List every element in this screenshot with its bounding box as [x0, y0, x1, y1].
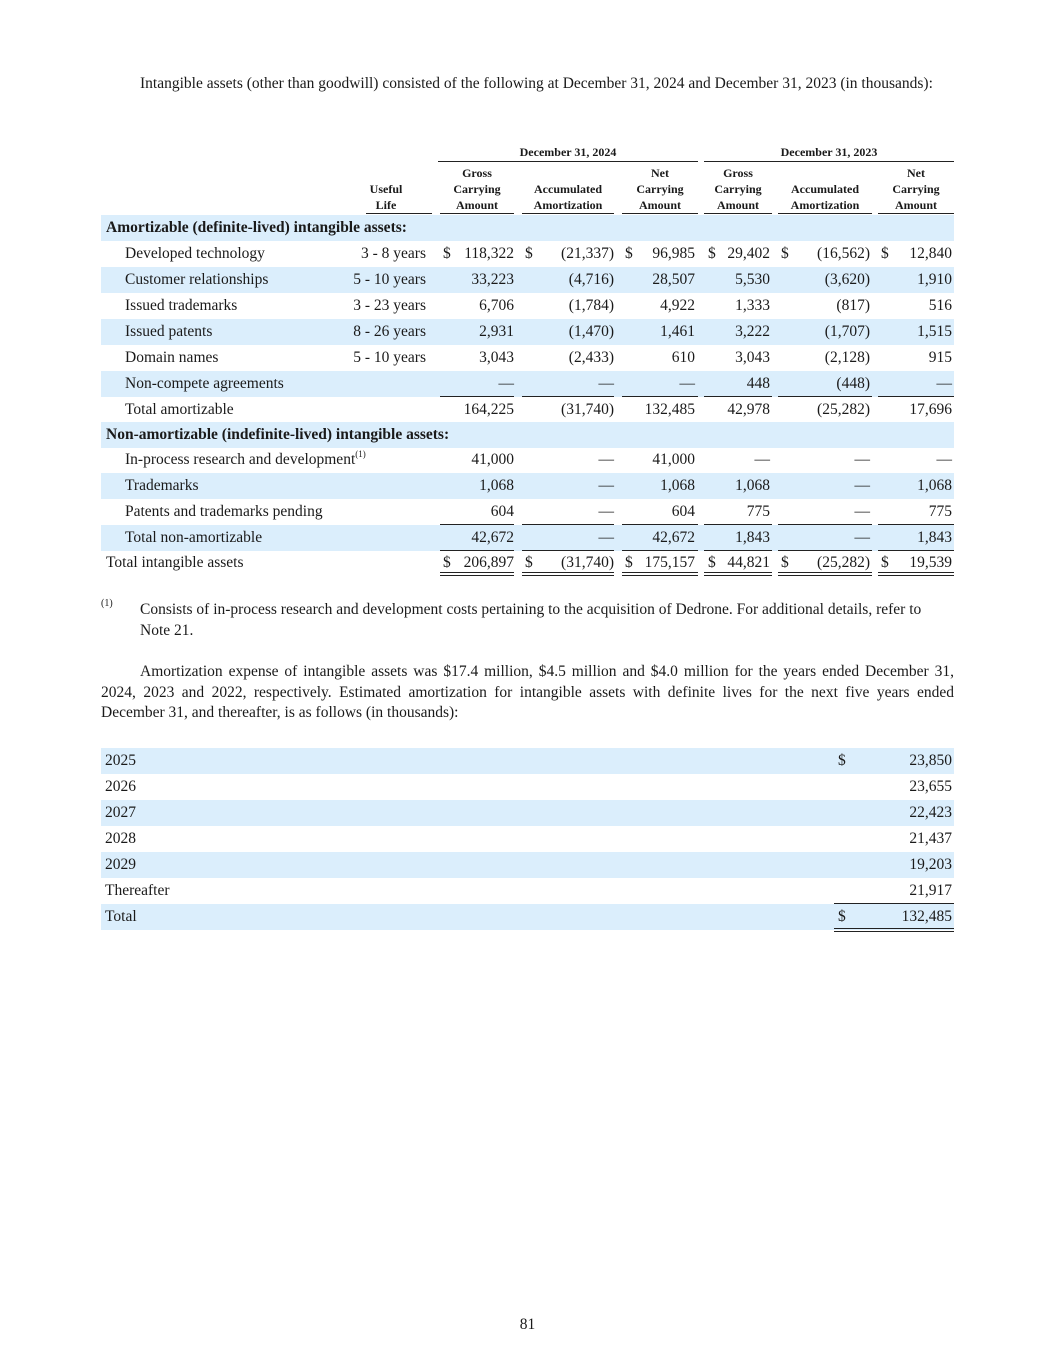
- header-accum-2024-rule: [522, 213, 614, 214]
- schedule-row: [101, 748, 954, 774]
- accum-2024: (1,470): [568, 323, 614, 340]
- gross-2024: 6,706: [479, 297, 514, 314]
- header-accum-2023-rule: [778, 213, 872, 214]
- net-2024: 42,672: [652, 529, 695, 546]
- footnote-marker: (1): [101, 598, 113, 609]
- accum-2023: —: [854, 529, 870, 546]
- accum-2024: (21,337): [561, 245, 614, 262]
- schedule-amount: 21,437: [909, 830, 952, 847]
- section-amortizable: [101, 215, 954, 241]
- gross-2024: 164,225: [463, 401, 514, 418]
- row-useful-life: 5 - 10 years: [353, 349, 426, 366]
- currency-sign: $: [625, 245, 633, 262]
- gross-2024: 3,043: [479, 349, 514, 366]
- gross-2024: —: [498, 375, 514, 392]
- table-row: [101, 267, 954, 293]
- header-net-2023-line2: Carrying: [892, 182, 940, 196]
- header-accum-2024-line1: Accumulated: [534, 182, 602, 196]
- schedule-year: 2029: [105, 856, 136, 873]
- net-2023: —: [936, 375, 952, 392]
- net-2023: 1,843: [917, 529, 952, 546]
- schedule-amount: 23,655: [909, 778, 952, 795]
- accum-2024: —: [598, 451, 614, 468]
- header-gross-2023-line2: Carrying: [714, 182, 762, 196]
- row-label: Domain names: [125, 349, 219, 366]
- accum-2023: —: [854, 477, 870, 494]
- net-2024: 41,000: [652, 451, 695, 468]
- table-row: [101, 241, 954, 267]
- total-double-rule: [834, 928, 954, 932]
- schedule-year: Total: [105, 908, 137, 925]
- schedule-row: [101, 878, 954, 904]
- currency-sign: $: [625, 554, 633, 571]
- gross-2024: 118,322: [464, 245, 514, 262]
- accum-2024: (2,433): [568, 349, 614, 366]
- gross-2023: 42,978: [727, 401, 770, 418]
- row-label: Issued patents: [125, 323, 213, 340]
- table-row: [101, 371, 954, 397]
- net-2024: 1,068: [660, 477, 695, 494]
- header-net-2023: [878, 165, 954, 213]
- header-useful-life-line1: Useful: [369, 182, 403, 196]
- accum-2023: (25,282): [817, 554, 870, 571]
- currency-sign: $: [781, 554, 789, 571]
- header-accum-2024-line2: Amortization: [533, 198, 603, 212]
- gross-2023: 29,402: [727, 245, 770, 262]
- row-label: Non-compete agreements: [125, 375, 284, 392]
- header-accum-2023-line1: Accumulated: [791, 182, 859, 196]
- accum-2023: (2,128): [824, 349, 870, 366]
- header-period-2023-rule: [704, 161, 954, 162]
- total-double-rule: [704, 572, 772, 576]
- accum-2024: (31,740): [561, 554, 614, 571]
- accum-2023: (16,562): [817, 245, 870, 262]
- header-accum-2024: [522, 181, 614, 213]
- gross-2023: —: [754, 451, 770, 468]
- row-useful-life: 5 - 10 years: [353, 271, 426, 288]
- net-2023: 915: [928, 349, 952, 366]
- header-net-2023-line1: Net: [907, 166, 925, 180]
- accum-2024: (1,784): [568, 297, 614, 314]
- schedule-year: Thereafter: [105, 882, 170, 899]
- row-label: Trademarks: [125, 477, 199, 494]
- total-double-rule: [878, 572, 954, 576]
- accum-2023: (1,707): [824, 323, 870, 340]
- row-label: Customer relationships: [125, 271, 269, 288]
- net-2023: 1,515: [917, 323, 952, 340]
- accum-2023: —: [854, 451, 870, 468]
- table-row-total-non-amortizable: [101, 525, 954, 551]
- accum-2024: (4,716): [568, 271, 614, 288]
- gross-2023: 1,843: [735, 529, 770, 546]
- net-2024: 28,507: [652, 271, 695, 288]
- accum-2023: (448): [836, 375, 870, 392]
- currency-sign: $: [838, 752, 846, 769]
- header-net-2024: [622, 165, 698, 213]
- table-row: [101, 319, 954, 345]
- row-label-text: In-process research and development: [125, 451, 356, 468]
- amortization-paragraph: Amortization expense of intangible assets was $17.4 million, $4.5 million and $4.0 million for the years ended December 31, 2024, 2023 and 2022, respectively. Estimated amortization for intangible assets with definite lives for the next five years ended December 31, and thereafter, is as follows (in thousands):: [101, 663, 954, 721]
- accum-2023: —: [854, 503, 870, 520]
- currency-sign: $: [781, 245, 789, 262]
- header-net-2024-rule: [622, 213, 698, 214]
- total-double-rule: [778, 572, 872, 576]
- schedule-row: [101, 826, 954, 852]
- accum-2024: (31,740): [561, 401, 614, 418]
- net-2024: 4,922: [660, 297, 695, 314]
- schedule-year: 2027: [105, 804, 136, 821]
- net-2023: 1,910: [917, 271, 952, 288]
- table-row: [101, 473, 954, 499]
- schedule-amount: 19,203: [909, 856, 952, 873]
- schedule-row-total: [101, 904, 954, 930]
- gross-2024: 604: [490, 503, 514, 520]
- total-double-rule: [440, 572, 514, 576]
- schedule-amount: 22,423: [909, 804, 952, 821]
- net-2024: 604: [671, 503, 695, 520]
- net-2024: 175,157: [644, 554, 695, 571]
- header-net-2024-line1: Net: [651, 166, 669, 180]
- table-row: [101, 345, 954, 371]
- header-gross-2024-rule: [440, 213, 514, 214]
- schedule-amount: 132,485: [901, 908, 952, 925]
- accum-2024: —: [598, 477, 614, 494]
- schedule-year: 2026: [105, 778, 136, 795]
- currency-sign: $: [881, 554, 889, 571]
- currency-sign: $: [525, 554, 533, 571]
- header-accum-2023-line2: Amortization: [790, 198, 860, 212]
- accum-2023: (25,282): [817, 401, 870, 418]
- gross-2024: 206,897: [463, 554, 514, 571]
- net-2024: 1,461: [660, 323, 695, 340]
- gross-2023: 775: [746, 503, 770, 520]
- row-useful-life: 8 - 26 years: [353, 323, 426, 340]
- net-2024: 96,985: [652, 245, 695, 262]
- schedule-amount: 23,850: [909, 752, 952, 769]
- gross-2024: 33,223: [471, 271, 514, 288]
- total-double-rule: [622, 572, 698, 576]
- header-gross-2023: [704, 165, 772, 213]
- currency-sign: $: [881, 245, 889, 262]
- section-amortizable-title: Amortizable (definite-lived) intangible assets:: [106, 219, 407, 236]
- gross-2023: 1,333: [735, 297, 770, 314]
- header-useful-life: [356, 181, 416, 213]
- header-gross-2023-line1: Gross: [723, 166, 753, 180]
- table-row: [101, 447, 954, 473]
- gross-2023: 3,043: [735, 349, 770, 366]
- header-net-2024-line2: Carrying: [636, 182, 684, 196]
- schedule-year: 2028: [105, 830, 136, 847]
- table-row: [101, 293, 954, 319]
- net-2023: 516: [928, 297, 952, 314]
- net-2023: 12,840: [909, 245, 952, 262]
- gross-2023: 44,821: [727, 554, 770, 571]
- header-useful-life-line2: Life: [375, 198, 397, 212]
- net-2023: —: [936, 451, 952, 468]
- header-gross-2023-line3: Amount: [716, 198, 759, 212]
- header-period-2023: December 31, 2023: [780, 145, 878, 159]
- row-label: Total intangible assets: [106, 554, 244, 571]
- currency-sign: $: [443, 554, 451, 571]
- header-useful-life-rule: [366, 213, 432, 214]
- header-gross-2023-rule: [704, 213, 772, 214]
- currency-sign: $: [525, 245, 533, 262]
- gross-2023: 5,530: [735, 271, 770, 288]
- accum-2024: —: [598, 375, 614, 392]
- currency-sign: $: [708, 554, 716, 571]
- header-net-2024-line3: Amount: [638, 198, 681, 212]
- header-gross-2024-line1: Gross: [462, 166, 492, 180]
- header-gross-2024: [440, 165, 514, 213]
- row-label: Total amortizable: [125, 401, 234, 418]
- net-2023: 17,696: [909, 401, 952, 418]
- gross-2023: 448: [746, 375, 770, 392]
- row-label: Developed technology: [125, 245, 265, 262]
- net-2023: 1,068: [917, 477, 952, 494]
- section-non-amortizable-title: Non-amortizable (indefinite-lived) intangible assets:: [106, 426, 450, 443]
- footnote-ref: (1): [355, 448, 366, 459]
- net-2024: —: [679, 375, 695, 392]
- schedule-row: [101, 774, 954, 800]
- accum-2024: —: [598, 503, 614, 520]
- row-label: Patents and trademarks pending: [125, 503, 323, 520]
- header-net-2023-rule: [878, 213, 954, 214]
- net-2023: 775: [928, 503, 952, 520]
- net-2024: 132,485: [644, 401, 695, 418]
- table-row: [101, 499, 954, 525]
- schedule-year: 2025: [105, 752, 136, 769]
- header-net-2023-line3: Amount: [894, 198, 937, 212]
- gross-2023: 3,222: [735, 323, 770, 340]
- gross-2024: 2,931: [479, 323, 514, 340]
- currency-sign: $: [708, 245, 716, 262]
- page-number: 81: [519, 1316, 536, 1333]
- row-useful-life: 3 - 8 years: [361, 245, 426, 262]
- accum-2023: (817): [836, 297, 870, 314]
- row-useful-life: 3 - 23 years: [353, 297, 426, 314]
- header-period-2024: December 31, 2024: [519, 145, 617, 159]
- gross-2024: 42,672: [471, 529, 514, 546]
- intro-paragraph: Intangible assets (other than goodwill) consisted of the following at December 31, 2024 and December 31, 2023 (in thousands):: [140, 75, 933, 92]
- header-accum-2023: [778, 181, 872, 213]
- net-2024: 610: [671, 349, 695, 366]
- gross-2024: 1,068: [479, 477, 514, 494]
- footnote-text: Consists of in-process research and development costs pertaining to the acquisition of Dedrone. For additional details, refer to Note 21.: [140, 601, 922, 639]
- schedule-row: [101, 852, 954, 878]
- row-label: Total non-amortizable: [125, 529, 263, 546]
- currency-sign: $: [443, 245, 451, 262]
- header-period-2024-rule: [438, 161, 698, 162]
- total-double-rule: [522, 572, 614, 576]
- net-2023: 19,539: [909, 554, 952, 571]
- row-label: Issued trademarks: [125, 297, 238, 314]
- accum-2024: —: [598, 529, 614, 546]
- header-gross-2024-line3: Amount: [455, 198, 498, 212]
- schedule-amount: 21,917: [909, 882, 952, 899]
- currency-sign: $: [838, 908, 846, 925]
- table-row-total-amortizable: [101, 397, 954, 423]
- gross-2024: 41,000: [471, 451, 514, 468]
- accum-2023: (3,620): [824, 271, 870, 288]
- section-non-amortizable: [101, 422, 954, 448]
- row-label: [125, 447, 366, 473]
- header-gross-2024-line2: Carrying: [453, 182, 501, 196]
- gross-2023: 1,068: [735, 477, 770, 494]
- schedule-row: [101, 800, 954, 826]
